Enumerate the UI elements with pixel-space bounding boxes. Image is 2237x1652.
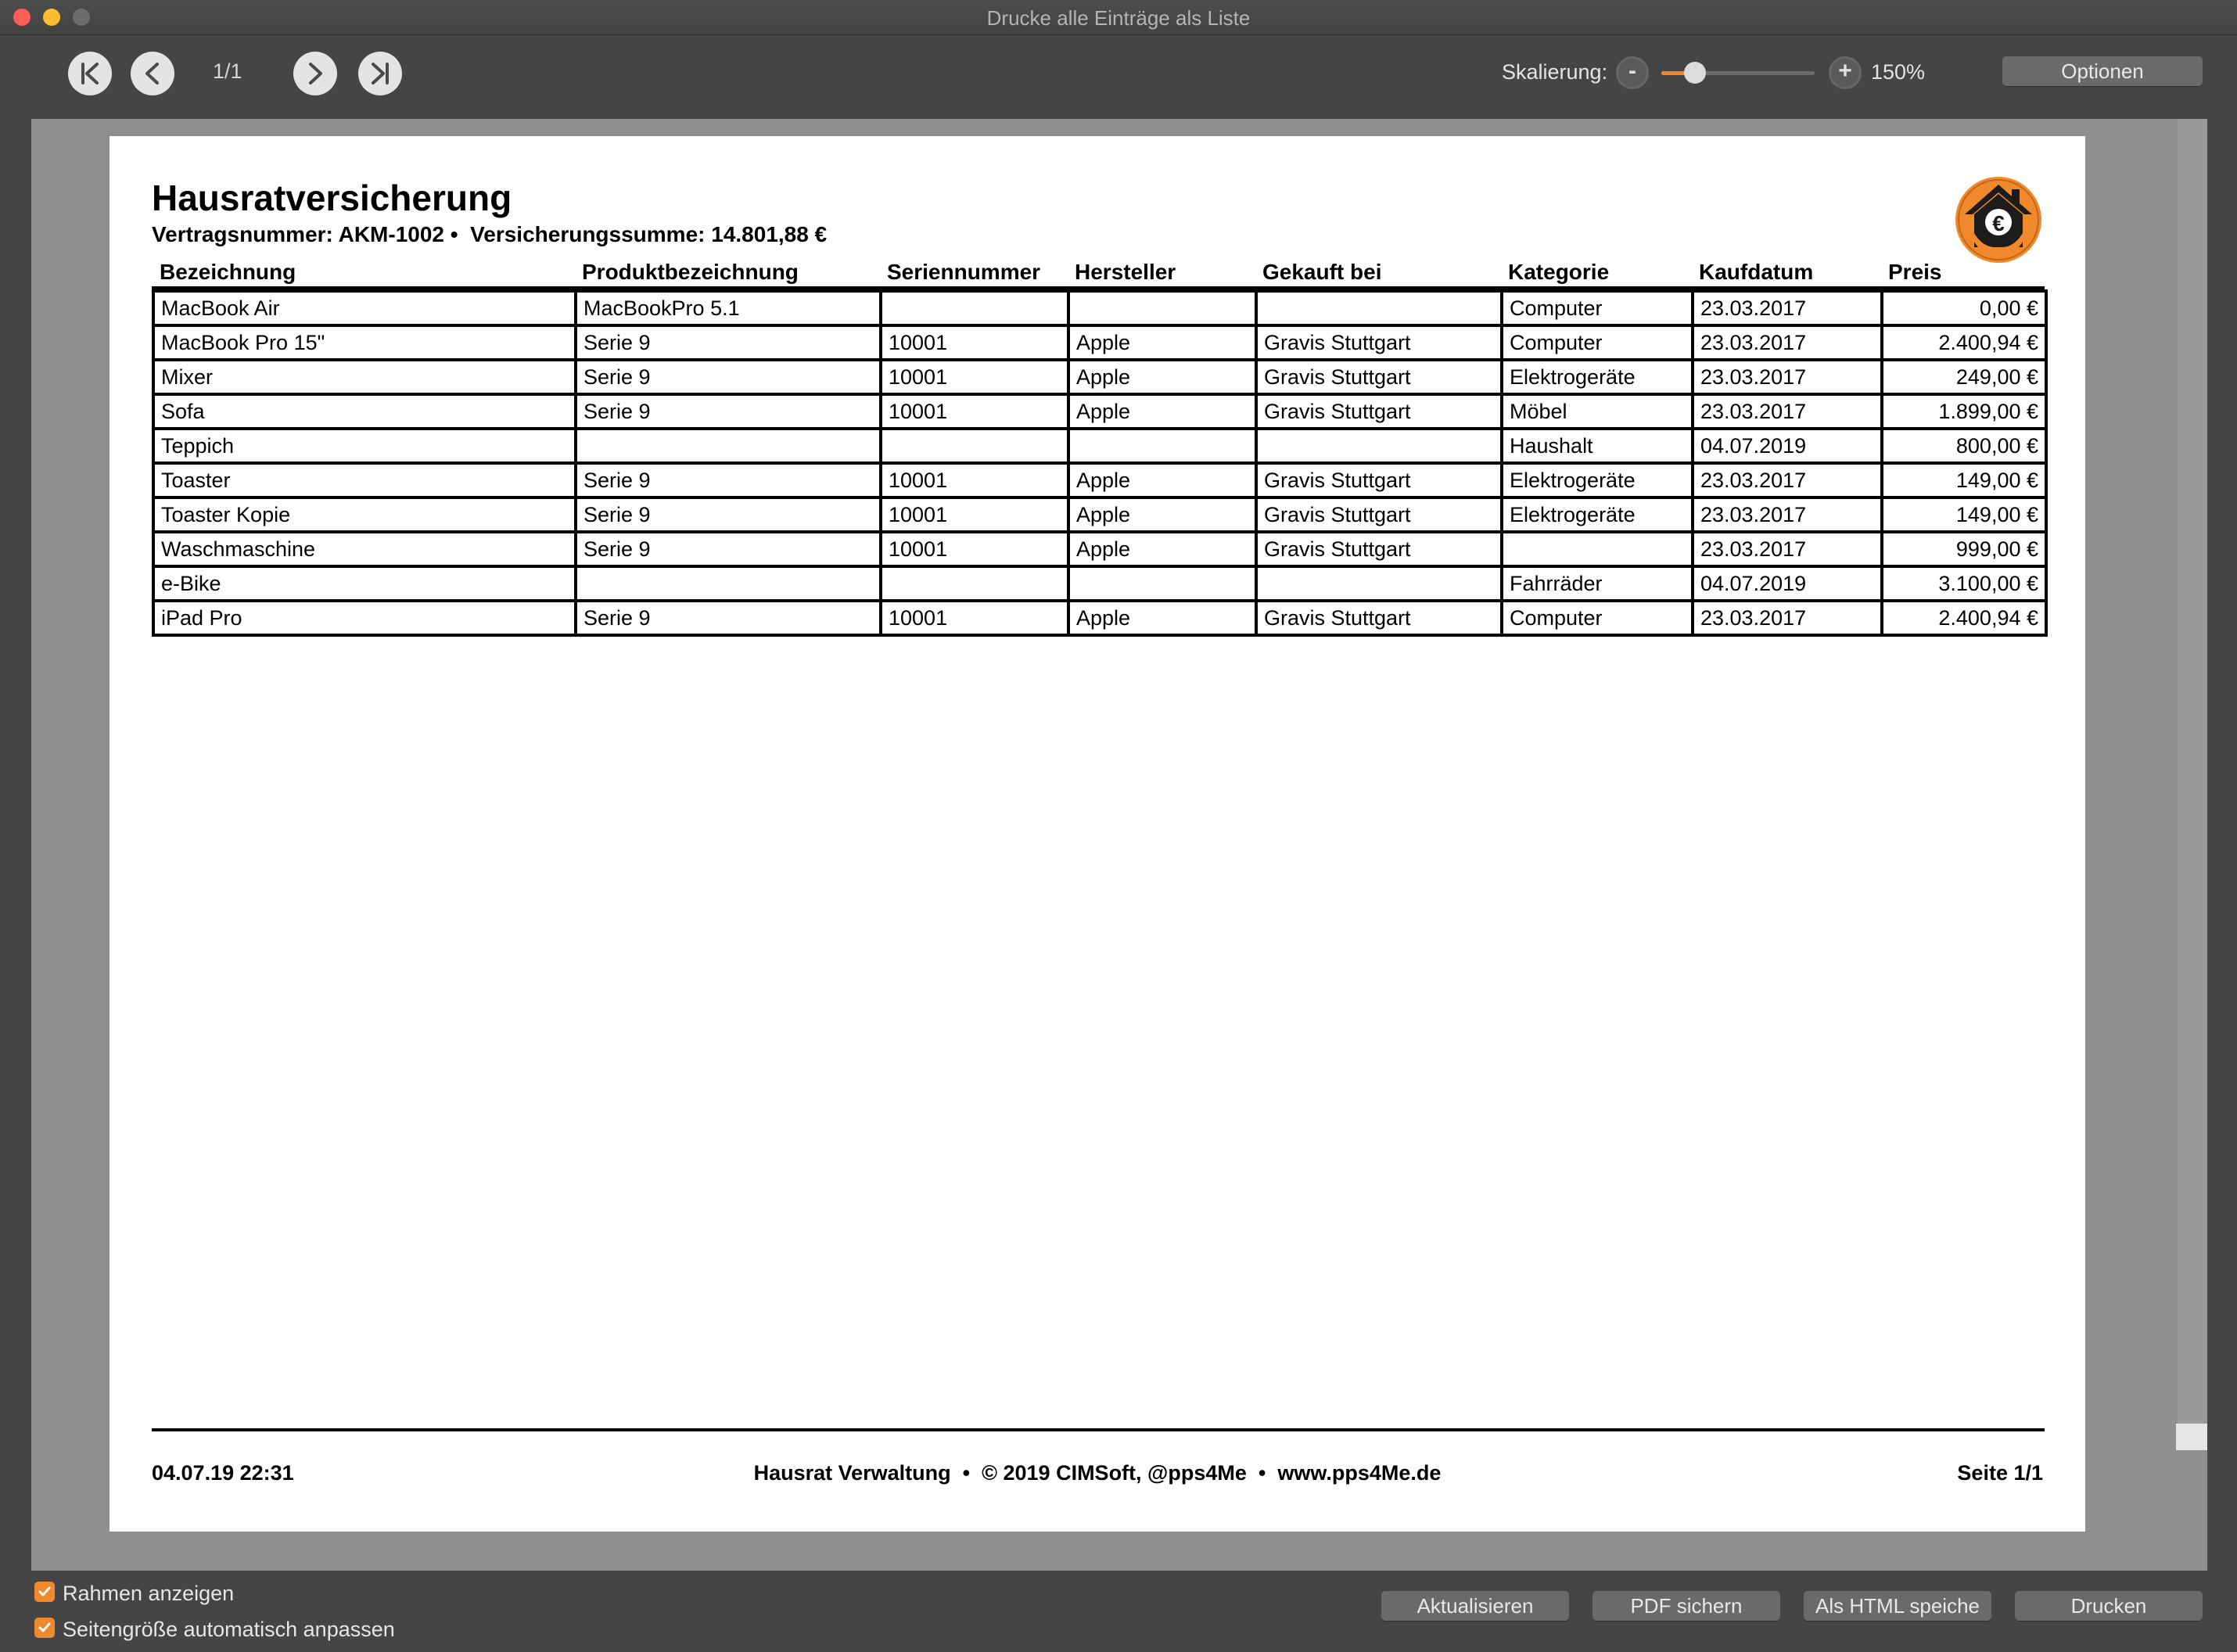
table-cell [1256, 429, 1502, 463]
table-cell: 23.03.2017 [1693, 601, 1882, 635]
last-page-icon [366, 59, 394, 88]
table-cell: e-Bike [153, 566, 576, 601]
previous-page-icon [138, 59, 167, 88]
table-cell: Haushalt [1502, 429, 1693, 463]
table-cell: Apple [1068, 463, 1256, 497]
table-cell: 10001 [881, 394, 1068, 429]
table-cell: Serie 9 [576, 463, 881, 497]
column-header: Preis [1888, 260, 1942, 284]
table-cell: Serie 9 [576, 532, 881, 566]
table-cell: 23.03.2017 [1693, 325, 1882, 360]
table-cell [1256, 291, 1502, 325]
table-cell: 10001 [881, 463, 1068, 497]
table-cell: Serie 9 [576, 601, 881, 635]
table-cell: Apple [1068, 394, 1256, 429]
table-cell: 10001 [881, 601, 1068, 635]
toolbar [0, 34, 2237, 119]
table-cell [1068, 566, 1256, 601]
save-pdf-button[interactable]: PDF sichern [1592, 1591, 1780, 1621]
table-cell: Gravis Stuttgart [1256, 394, 1502, 429]
table-cell [1068, 429, 1256, 463]
table-row [153, 394, 2046, 429]
column-header: Kategorie [1508, 260, 1610, 284]
table-cell: Sofa [153, 394, 576, 429]
table-cell: Computer [1502, 601, 1693, 635]
show-frame-checkbox[interactable] [34, 1582, 55, 1602]
table-cell: Fahrräder [1502, 566, 1693, 601]
checkmark-icon [37, 1584, 52, 1600]
table-cell: Gravis Stuttgart [1256, 601, 1502, 635]
table-row [153, 601, 2046, 635]
auto-page-size-checkbox[interactable] [34, 1618, 55, 1638]
table-cell: Gravis Stuttgart [1256, 463, 1502, 497]
table-cell: 04.07.2019 [1693, 566, 1882, 601]
first-page-button[interactable] [68, 52, 112, 95]
title-bar [0, 0, 2237, 35]
table-cell: Toaster Kopie [153, 497, 576, 532]
scale-label: Skalierung: [1502, 60, 1608, 84]
column-header: Kaufdatum [1699, 260, 1814, 284]
table-cell [881, 429, 1068, 463]
print-button[interactable]: Drucken [2015, 1591, 2203, 1621]
table-cell: MacBookPro 5.1 [576, 291, 881, 325]
table-row [153, 429, 2046, 463]
table-cell: Serie 9 [576, 497, 881, 532]
table-row [153, 463, 2046, 497]
table-row [153, 291, 2046, 325]
next-page-icon [301, 59, 329, 88]
zoom-slider-thumb[interactable] [1684, 62, 1706, 84]
page-indicator: 1/1 [213, 59, 242, 83]
table-cell: Apple [1068, 532, 1256, 566]
first-page-icon [76, 59, 104, 88]
house-euro-logo [1954, 175, 2043, 264]
table-cell: 1.899,00 € [1882, 394, 2046, 429]
table-cell: 10001 [881, 532, 1068, 566]
table-cell: iPad Pro [153, 601, 576, 635]
table-cell: 2.400,94 € [1882, 601, 2046, 635]
scroll-corner [2176, 1424, 2207, 1450]
table-row [153, 360, 2046, 394]
table-cell: Elektrogeräte [1502, 497, 1693, 532]
table-cell: 10001 [881, 497, 1068, 532]
table-cell: Computer [1502, 291, 1693, 325]
column-header: Produktbezeichnung [582, 260, 799, 284]
show-frame-label: Rahmen anzeigen [63, 1582, 235, 1605]
table-cell: 249,00 € [1882, 360, 2046, 394]
table-cell: 3.100,00 € [1882, 566, 2046, 601]
column-header: Gekauft bei [1262, 260, 1382, 284]
column-header: Hersteller [1075, 260, 1176, 284]
table-cell: Mixer [153, 360, 576, 394]
document-title: Hausratversicherung [152, 178, 512, 218]
table-cell: MacBook Air [153, 291, 576, 325]
table-cell: 149,00 € [1882, 463, 2046, 497]
table-cell: Teppich [153, 429, 576, 463]
table-cell: 23.03.2017 [1693, 532, 1882, 566]
table-cell: 10001 [881, 360, 1068, 394]
footer-page-number: Seite 1/1 [1957, 1461, 2043, 1485]
save-html-button[interactable]: Als HTML speiche [1804, 1591, 1991, 1621]
column-header: Bezeichnung [160, 260, 296, 284]
table-cell [1068, 291, 1256, 325]
table-cell: Gravis Stuttgart [1256, 360, 1502, 394]
table-cell [576, 566, 881, 601]
checkmark-icon [37, 1620, 52, 1636]
preview-scrollbar[interactable] [2178, 119, 2207, 1424]
table-row [153, 497, 2046, 532]
table-cell: Elektrogeräte [1502, 463, 1693, 497]
table-row [153, 532, 2046, 566]
table-cell [881, 566, 1068, 601]
table-row [153, 325, 2046, 360]
next-page-button[interactable] [293, 52, 337, 95]
table-cell: 999,00 € [1882, 532, 2046, 566]
table-cell: 23.03.2017 [1693, 463, 1882, 497]
zoom-out-button[interactable]: - [1616, 56, 1649, 89]
table-cell: Elektrogeräte [1502, 360, 1693, 394]
zoom-in-button[interactable]: + [1829, 56, 1862, 89]
svg-text:€: € [1992, 211, 2005, 235]
table-cell [881, 291, 1068, 325]
table-cell: Gravis Stuttgart [1256, 532, 1502, 566]
column-header: Seriennummer [887, 260, 1041, 284]
table-cell: Möbel [1502, 394, 1693, 429]
table-cell: 2.400,94 € [1882, 325, 2046, 360]
table-cell: MacBook Pro 15" [153, 325, 576, 360]
table-row [153, 566, 2046, 601]
zoom-slider[interactable] [1661, 71, 1815, 75]
table-cell [1502, 532, 1693, 566]
table-cell: 10001 [881, 325, 1068, 360]
table-cell: Apple [1068, 601, 1256, 635]
table-cell: 23.03.2017 [1693, 497, 1882, 532]
footer-timestamp: 04.07.19 22:31 [152, 1461, 294, 1485]
table-cell: Apple [1068, 360, 1256, 394]
last-page-button[interactable] [358, 52, 402, 95]
table-cell: Computer [1502, 325, 1693, 360]
refresh-button[interactable]: Aktualisieren [1381, 1591, 1569, 1621]
table-cell: Serie 9 [576, 394, 881, 429]
table-cell: 23.03.2017 [1693, 394, 1882, 429]
options-button[interactable]: Optionen [2002, 56, 2203, 86]
table-cell [1256, 566, 1502, 601]
zoom-value: 150% [1871, 60, 1926, 84]
table-cell: 0,00 € [1882, 291, 2046, 325]
table-cell: Gravis Stuttgart [1256, 325, 1502, 360]
table-cell: Apple [1068, 325, 1256, 360]
footer-credits: Hausrat Verwaltung • © 2019 CIMSoft, @pps4Me • www.pps4Me.de [753, 1461, 1442, 1485]
auto-page-size-label: Seitengröße automatisch anpassen [63, 1618, 395, 1641]
table-cell: Serie 9 [576, 360, 881, 394]
table-cell: 23.03.2017 [1693, 291, 1882, 325]
table-cell: Gravis Stuttgart [1256, 497, 1502, 532]
table-cell: 149,00 € [1882, 497, 2046, 532]
table-cell: 04.07.2019 [1693, 429, 1882, 463]
items-table [152, 289, 2048, 637]
document-subtitle: Vertragsnummer: AKM-1002 • Versicherungssumme: 14.801,88 € [152, 222, 828, 246]
table-cell: Apple [1068, 497, 1256, 532]
previous-page-button[interactable] [131, 52, 174, 95]
table-cell: 800,00 € [1882, 429, 2046, 463]
table-cell: Toaster [153, 463, 576, 497]
footer-rule [152, 1428, 2045, 1431]
table-cell: Serie 9 [576, 325, 881, 360]
preview-page [110, 136, 2085, 1532]
window-title: Drucke alle Einträge als Liste [986, 6, 1251, 30]
table-cell: 23.03.2017 [1693, 360, 1882, 394]
table-cell: Waschmaschine [153, 532, 576, 566]
table-cell [576, 429, 881, 463]
